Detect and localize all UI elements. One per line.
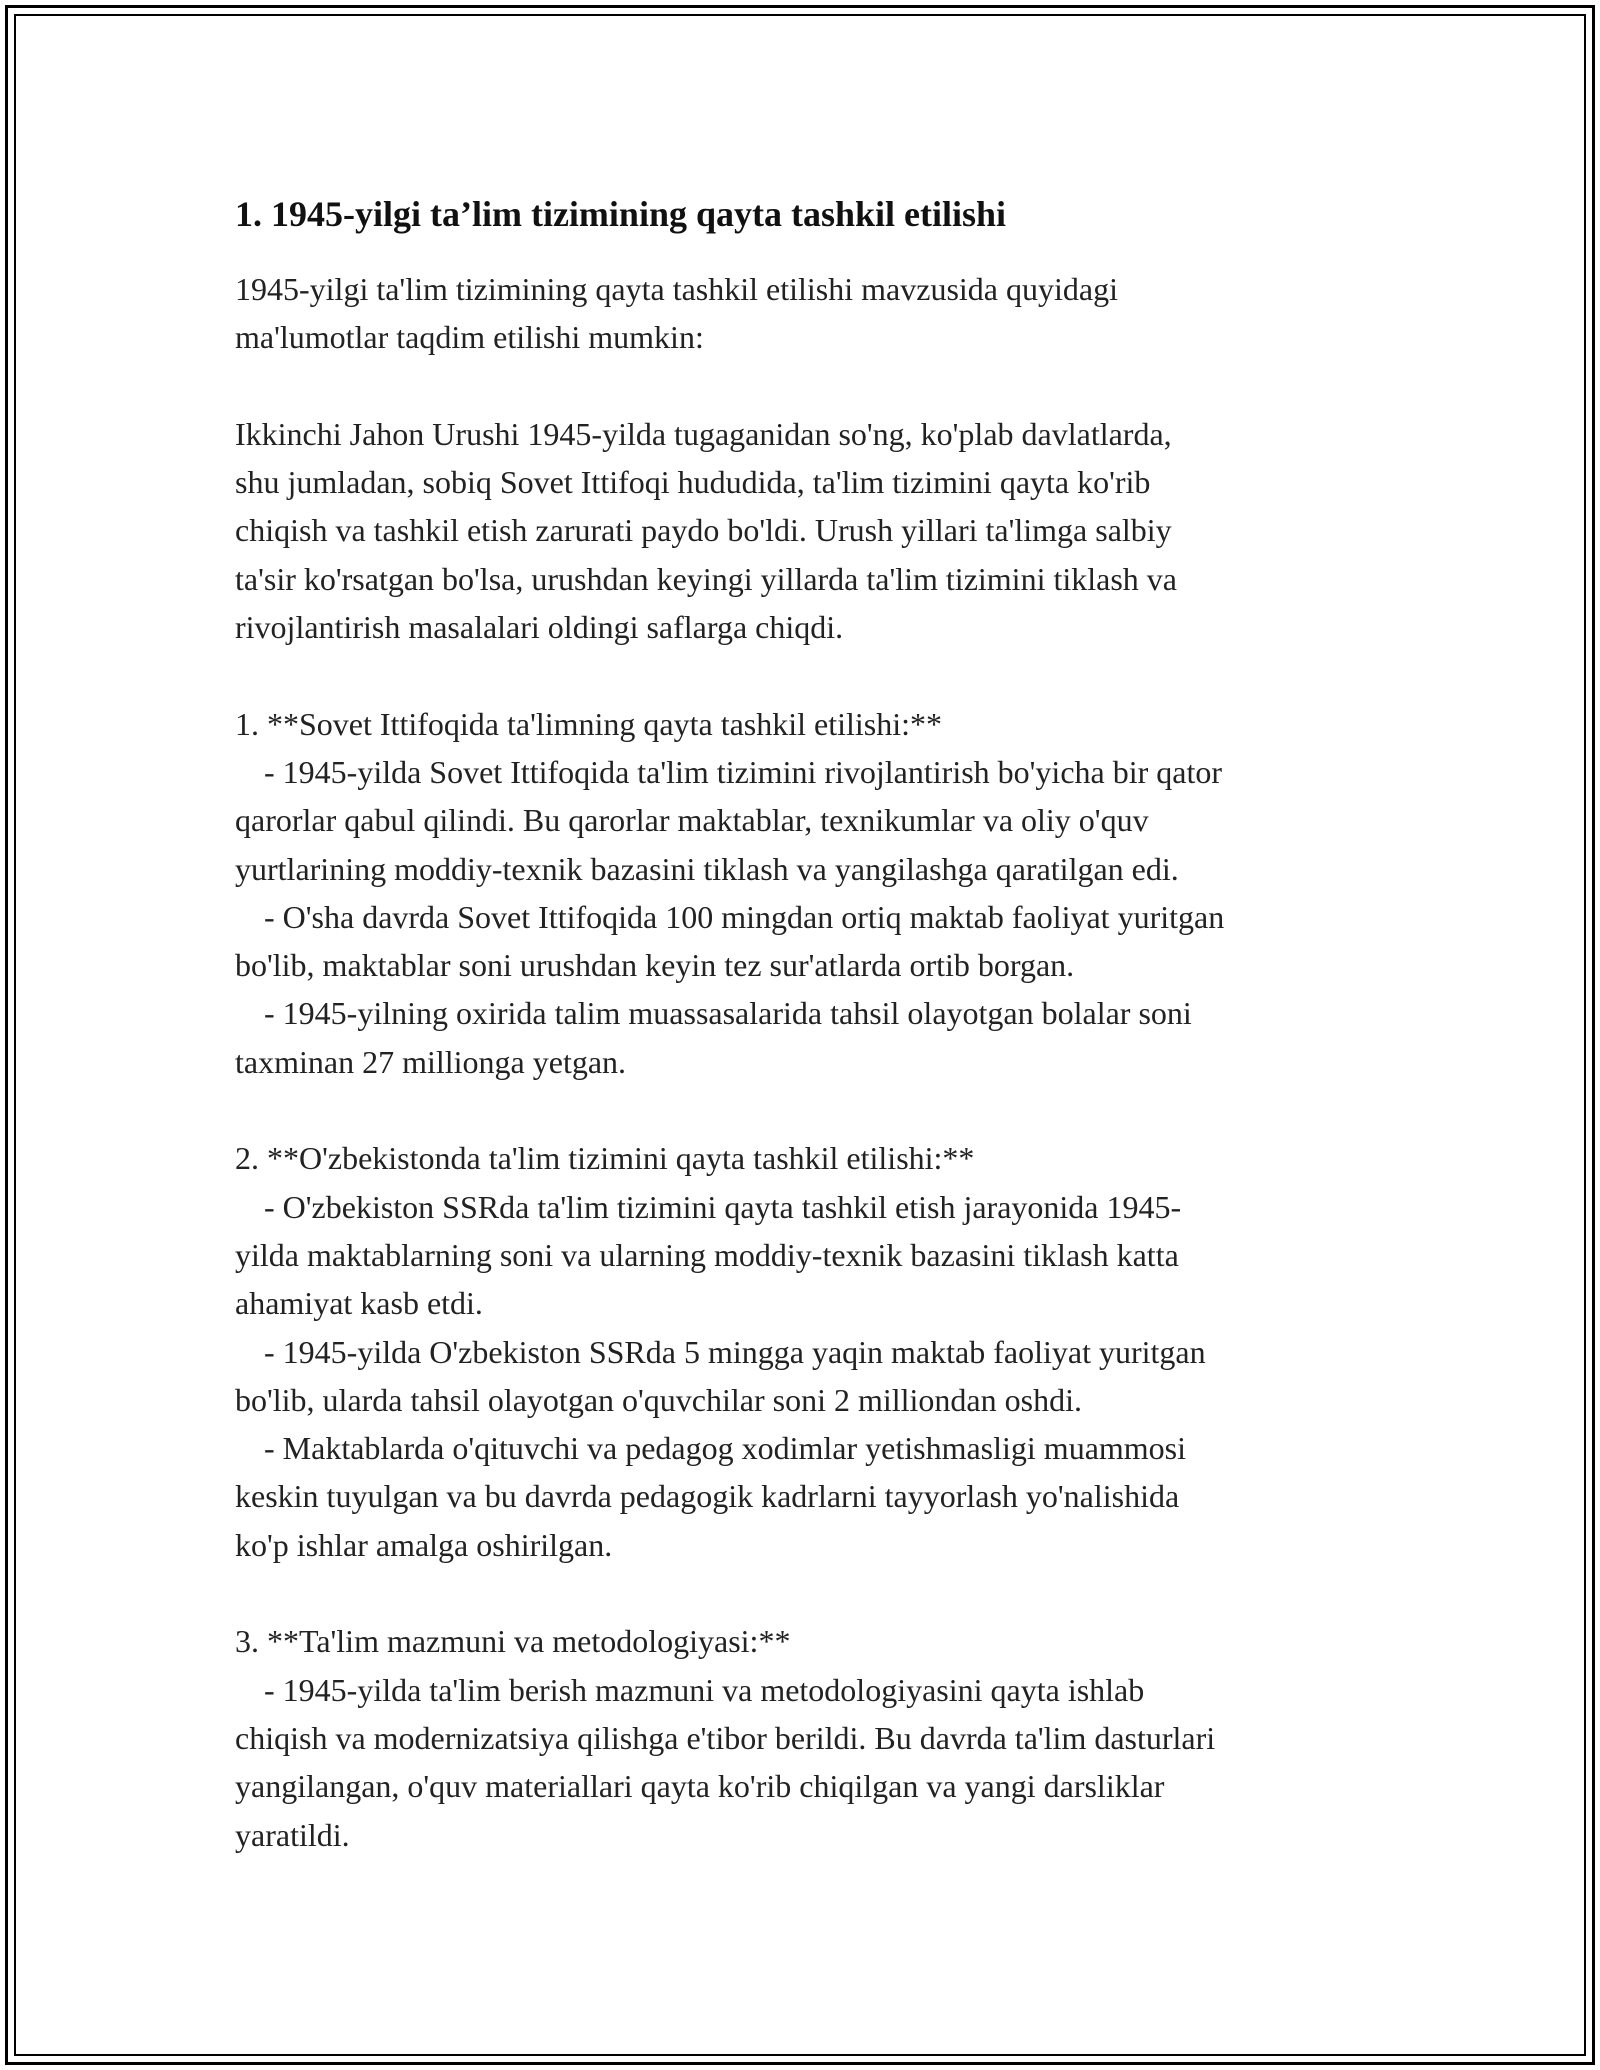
paragraph-gap — [235, 1086, 1395, 1134]
continuation-line: keskin tuyulgan va bu davrda pedagogik kadrlarni tayyorlash yo'nalishida ko'p ishlar amalga oshirilgan. — [235, 1478, 1180, 1563]
paragraph-gap — [235, 362, 1395, 410]
section-soviet-union — [235, 700, 1395, 1086]
bullet-line: - Maktablarda o'qituvchi va pedagog xodimlar yetishmasligi muammosi — [264, 1430, 1187, 1467]
continuation-line: bo'lib, maktablar soni urushdan keyin tez sur'atlarda ortib borgan. — [235, 947, 1075, 984]
bullet-line: - O'sha davrda Sovet Ittifoqida 100 mingdan ortiq maktab faoliyat yuritgan — [264, 898, 1225, 935]
section-heading: 3. **Ta'lim mazmuni va metodologiyasi:** — [235, 1623, 791, 1660]
section-heading: 1. **Sovet Ittifoqida ta'limning qayta tashkil etilishi:** — [235, 705, 943, 742]
paragraph-gap — [235, 1569, 1395, 1617]
section-uzbekistan — [235, 1134, 1395, 1569]
continuation-line: bo'lib, ularda tahsil olayotgan o'quvchilar soni 2 milliondan oshdi. — [235, 1381, 1082, 1418]
document-title: 1. 1945-yilgi ta’lim tizimining qayta tashkil etilishi — [235, 194, 1007, 234]
continuation-line: chiqish va modernizatsiya qilishga e'tibor berildi. Bu davrda ta'lim dasturlari yangilangan, o'quv materiallari qayta ko'rib chiqilgan va yangi darsliklar yaratildi. — [235, 1719, 1216, 1853]
bullet-line: - 1945-yilda O'zbekiston SSRda 5 mingga yaqin maktab faoliyat yuritgan — [264, 1333, 1206, 1370]
bullet-line: - 1945-yilning oxirida talim muassasalarida tahsil olayotgan bolalar soni — [264, 995, 1192, 1032]
document-body — [235, 190, 1395, 1859]
bullet-line: - 1945-yilda Sovet Ittifoqida ta'lim tizimini rivojlantirish bo'yicha bir qator — [264, 753, 1223, 790]
section-heading: 2. **O'zbekistonda ta'lim tizimini qayta tashkil etilishi:** — [235, 1140, 975, 1177]
continuation-line: taxminan 27 millionga yetgan. — [235, 1043, 627, 1080]
continuation-line: yilda maktablarning soni va ularning moddiy-texnik bazasini tiklash katta ahamiyat kasb etdi. — [235, 1236, 1179, 1322]
continuation-line: qarorlar qabul qilindi. Bu qarorlar maktablar, texnikumlar va oliy o'quv yurtlarining moddiy-texnik bazasini tiklash va yangilashga qaratilgan edi. — [235, 802, 1179, 887]
bullet-line: - O'zbekiston SSRda ta'lim tizimini qayta tashkil etish jarayonida 1945- — [264, 1188, 1182, 1225]
section-methodology — [235, 1617, 1395, 1858]
bullet-line: - 1945-yilda ta'lim berish mazmuni va metodologiyasini qayta ishlab — [264, 1671, 1145, 1708]
intro-paragraph: 1945-yilgi ta'lim tizimining qayta tashkil etilishi mavzusida quyidagi ma'lumotlar taqdim etilishi mumkin: — [235, 271, 1118, 356]
context-paragraph: Ikkinchi Jahon Urushi 1945-yilda tugaganidan so'ng, ko'plab davlatlarda, shu jumladan, sobiq Sovet Ittifoqi hududida, ta'lim tizimini qayta ko'rib chiqish va tashkil etish zarurati paydo bo'ldi. Urush yillari ta'limga salbiy ta'sir ko'rsatgan bo'lsa, urushdan keyingi yillarda ta'lim tizimini tiklash va rivojlantirish masalalari oldingi saflarga chiqdi. — [235, 415, 1177, 646]
paragraph-gap — [235, 651, 1395, 699]
